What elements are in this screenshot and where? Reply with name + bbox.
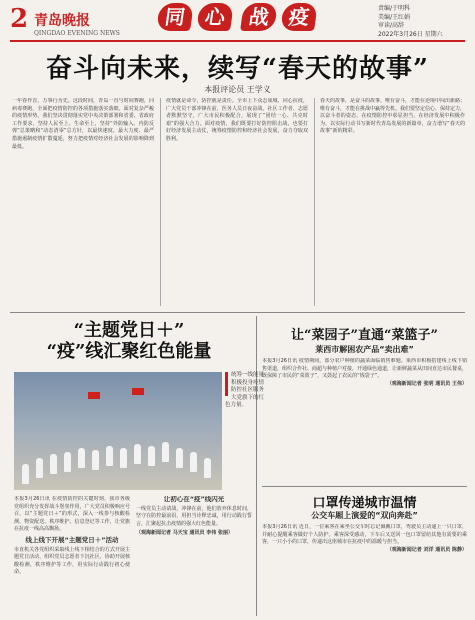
section-char: 疫	[280, 3, 318, 31]
story1-photo	[14, 372, 222, 490]
party-flag	[88, 392, 100, 399]
story3-headline: 口罩传递城市温情	[312, 496, 417, 511]
story1-headline-line: “主题党日＋”	[73, 320, 185, 341]
figure	[204, 458, 211, 478]
editor-line: 2022年3月26日 星期六	[378, 30, 443, 38]
editorial-text: 疫情就是命令，防控就是责任。全市上下众志成城、同心抗疫，广大党员干部冲锋在前，医务人员日夜奋战，社区工作者、志愿者默默坚守，广大市民积极配合，展现了“团结一心、共克时艰”的强大合力。面对疫情，我们既要打好防控阻击战，也要打好经济发展主动仗，统筹疫情防控和经济社会发展，奋力夺取双胜利。	[166, 98, 308, 142]
section-char: 同	[156, 3, 194, 31]
paper-subtitle: QINGDAO EVENING NEWS	[34, 30, 120, 37]
main-headline: 奋斗向未来，续写“春天的故事”	[46, 54, 429, 84]
figure	[36, 458, 43, 478]
column-divider	[160, 98, 161, 306]
figure	[190, 452, 197, 472]
story1-headline-line: “疫”线汇聚红色能量	[46, 341, 212, 362]
figure	[50, 454, 57, 474]
editor-line: 审读/高辞	[378, 22, 405, 29]
figure	[22, 464, 29, 484]
story3-credit: （观海新闻记者 刘洋 通讯员 陈静）	[386, 546, 467, 553]
story2-subhead: 莱西市解困农产品“卖出难”	[315, 345, 414, 354]
story1-inner-head: 让初心在“疫”线闪光	[163, 496, 225, 503]
editor-line: 美编/王红娟	[378, 13, 411, 21]
section-title	[158, 3, 326, 35]
figure	[106, 446, 113, 466]
editor-credits	[378, 5, 443, 39]
byline: 本报评论员 王学义	[204, 85, 271, 94]
story-divider	[262, 486, 467, 487]
story1-inner-text: 市直机关各党组织采取线上线下相结合的方式开展主题党日活动，组织党员志愿者下沉社区，协助开展核酸检测、秩序维护等工作，用实际行动践行初心使命。	[14, 546, 130, 576]
party-flag	[132, 388, 144, 395]
editorial-text: 春天的故事，是奋斗的故事。唯有奋斗，才能在逆境中闯出新路；唯有奋斗，才能在挑战中赢得先机。我们要坚定信心、保持定力，以奋斗者的姿态，在疫情防控中彰显担当，在经济发展中积极作为，以实际行动书写新时代青岛发展的新篇章，奋力谱写“春天的故事”新的精彩。	[320, 98, 465, 135]
story2-headline: 让“菜园子”直通“菜篮子”	[291, 328, 438, 343]
story1-column-1	[14, 496, 130, 616]
figure	[148, 446, 155, 466]
masthead	[0, 0, 475, 46]
editorial-column-2	[166, 98, 308, 306]
story2-credit: （观海新闻记者 张明 通讯员 王伟）	[386, 380, 467, 387]
figure	[162, 442, 169, 462]
section-char: 心	[196, 3, 234, 31]
editorial-column-3	[320, 98, 465, 306]
figure	[64, 452, 71, 472]
story1-body: 本报3月26日讯 在疫情防控的关键时刻，我市各级党组织充分发挥战斗堡垒作用，广大党员积极响应号召，以“主题党日＋”的形式，深入一线参与核酸检测、物资配送、秩序维护、信息登记等工作，让党旗在抗疫一线高高飘扬。	[14, 496, 130, 533]
photo-caption	[225, 372, 267, 410]
caption-text: 统筹一线能量积极投身疫情防控社区服务大党旗下的红色力量。	[225, 372, 265, 408]
story3-body: 本报3月26日讯 近日，一位乘客在乘坐公交车时忘记佩戴口罩，驾驶员主动递上一只口罩，并耐心提醒乘客做好个人防护。乘客深受感动，下车后又送回一包口罩留给其他有需要的乘客，一只小小的口罩，传递出这座城市在抗疫中的温暖与担当。	[262, 524, 467, 546]
page-number: 2	[10, 4, 29, 34]
story3-body-block	[262, 524, 467, 616]
paper-name	[34, 10, 120, 37]
story1-credit: （观海新闻记者 马天宝 通讯员 李伟 张丽）	[136, 530, 233, 537]
paper-title: 青岛晚报	[34, 13, 90, 29]
editorial-text: 一年春作首，万事行为先。这段时间，青岛一直与时间赛跑，同病毒赛跑，全面把疫情防控的各项措施落实落细。面对复杂严峻的疫情形势，我们坚决贯彻落实党中央决策部署和省委、省政府工作要求，坚持人民至上、生命至上，坚持“外防输入、内防反弹”总策略和“动态清零”总方针，以最快速度、最大力度、最严措施遏制疫情扩散蔓延，努力把疫情对经济社会发展的影响降到最低。	[12, 98, 154, 150]
editorial-column-1	[12, 98, 154, 306]
story1-headline	[14, 320, 244, 362]
section-divider	[10, 312, 465, 313]
story1-column-2	[136, 496, 252, 616]
figure	[134, 444, 141, 464]
story2-body: 本报3月26日讯 疫情期间，部分农户种植的蔬菜面临销售难题。莱西市积极搭建线上线下销售渠道，组织合作社、商超与种植户对接，开通绿色通道，让新鲜蔬菜从田间直达市民餐桌，既保障了市民的“菜篮子”，又鼓起了农民的“钱袋子”。	[262, 358, 467, 380]
caption-bar	[225, 372, 228, 396]
section-char: 战	[240, 3, 278, 31]
figure	[92, 450, 99, 470]
story-divider	[256, 316, 257, 616]
column-divider	[314, 98, 315, 306]
figure	[176, 448, 183, 468]
story3-subhead: 公交车厢上演爱的“双向奔赴”	[311, 511, 418, 520]
figure	[120, 448, 127, 468]
masthead-rule	[10, 40, 465, 42]
editor-line: 责编/于明科	[378, 5, 411, 12]
story1-inner-head: 线上线下开展“主题党日＋”活动	[25, 535, 119, 544]
story1-inner-text: 一线党员主动请战，冲锋在前，他们放弃休息时间，坚守在防控最前沿，用担当诠释忠诚，用行动践行誓言，汇聚起抗击疫情的强大红色能量。	[136, 505, 252, 527]
figure	[78, 448, 85, 468]
story2-body-block	[262, 358, 467, 482]
